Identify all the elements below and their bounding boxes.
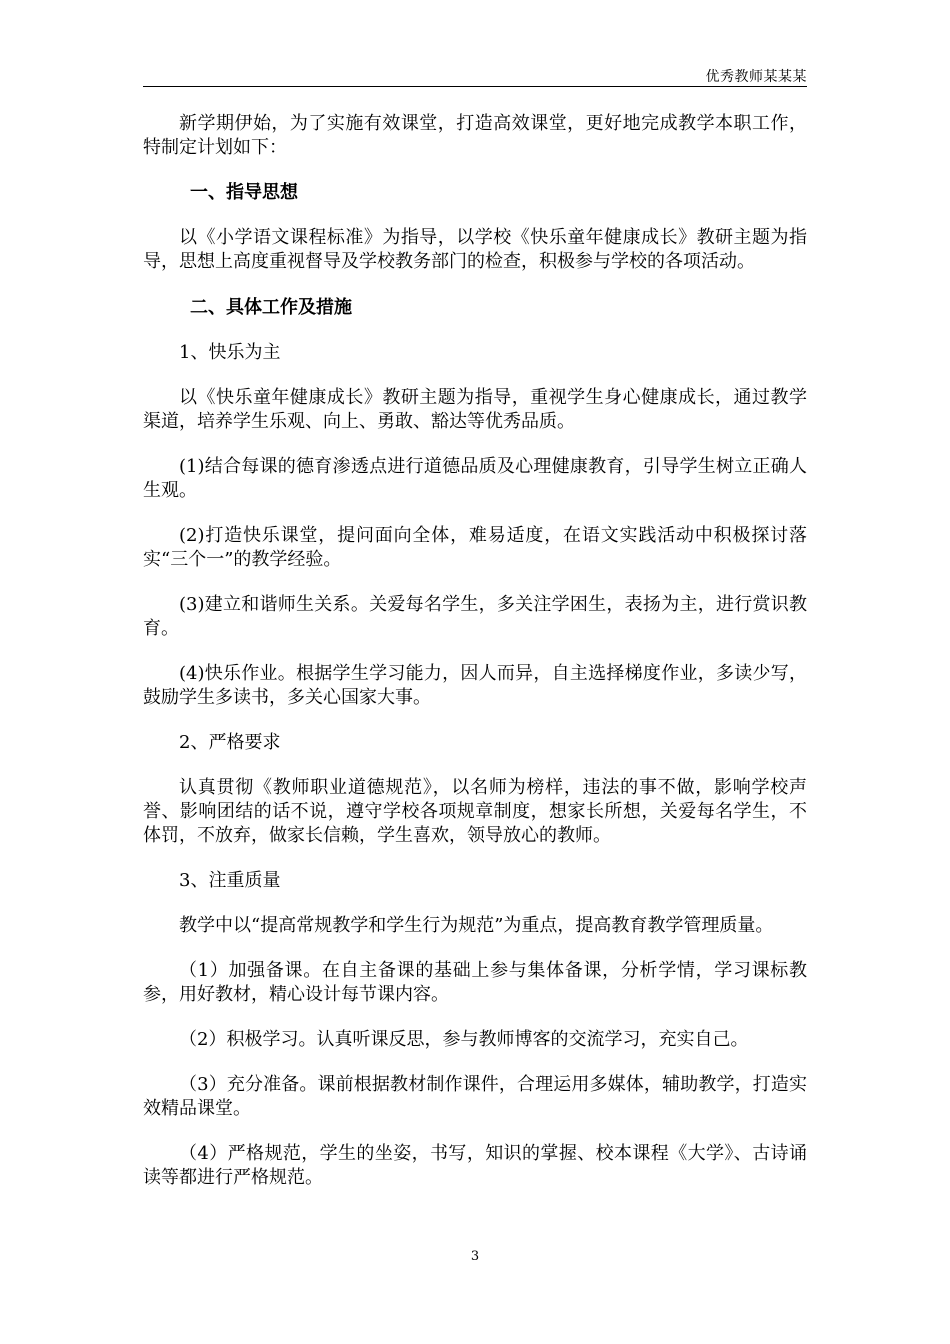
- page-header: 优秀教师某某某: [705, 69, 807, 85]
- paragraph-quality: 教学中以“提高常规教学和学生行为规范”为重点，提高教育教学管理质量。: [179, 915, 774, 936]
- list-item-quality-2: （2）积极学习。认真听课反思，参与教师博客的交流学习，充实自己。: [179, 1029, 749, 1050]
- paragraph-happiness: 以《快乐童年健康成长》教研主题为指导，重视学生身心健康成长，通过教学渠道，培养学生乐观、向上、勇敢、豁达等优秀品质。: [143, 387, 807, 432]
- list-item-quality-1: （1）加强备课。在自主备课的基础上参与集体备课，分析学情，学习课标教参，用好教材，精心设计每节课内容。: [143, 960, 807, 1005]
- intro-paragraph: 新学期伊始，为了实施有效课堂，打造高效课堂，更好地完成教学本职工作，特制定计划如下：: [143, 113, 807, 158]
- list-item-happiness-3: (3)建立和谐师生关系。关爱每名学生，多关注学困生，表扬为主，进行赏识教育。: [143, 594, 807, 639]
- list-item-happiness-4: (4)快乐作业。根据学生学习能力，因人而异，自主选择梯度作业，多读少写，鼓励学生多读书，多关心国家大事。: [143, 663, 807, 708]
- list-item-quality-3: （3）充分准备。课前根据教材制作课件，合理运用多媒体，辅助教学，打造实效精品课堂。: [143, 1074, 807, 1119]
- page-number: 3: [470, 1249, 480, 1264]
- section-heading-work-measures: 二、具体工作及措施: [190, 297, 352, 318]
- list-item-quality-4: （4）严格规范，学生的坐姿，书写，知识的掌握、校本课程《大学》、古诗诵读等都进行严格规范。: [143, 1143, 807, 1188]
- header-rule: [143, 86, 807, 87]
- subheading-happiness: 1、快乐为主: [179, 342, 281, 363]
- subheading-quality: 3、注重质量: [179, 870, 281, 891]
- section-heading-guiding-thought: 一、指导思想: [190, 182, 298, 203]
- list-item-happiness-2: (2)打造快乐课堂，提问面向全体，难易适度，在语文实践活动中积极探讨落实“三个一”的教学经验。: [143, 525, 807, 570]
- paragraph-guiding-thought: 以《小学语文课程标准》为指导，以学校《快乐童年健康成长》教研主题为指导，思想上高度重视督导及学校教务部门的检查，积极参与学校的各项活动。: [143, 227, 807, 272]
- paragraph-strict: 认真贯彻《教师职业道德规范》，以名师为榜样，违法的事不做，影响学校声誉、影响团结的话不说，遵守学校各项规章制度，想家长所想，关爱每名学生，不体罚，不放弃，做家长信赖，学生喜欢，领导放心的教师。: [143, 777, 807, 846]
- list-item-happiness-1: (1)结合每课的德育渗透点进行道德品质及心理健康教育，引导学生树立正确人生观。: [143, 456, 807, 501]
- document-body: [143, 112, 807, 1190]
- subheading-strict: 2、严格要求: [179, 732, 281, 753]
